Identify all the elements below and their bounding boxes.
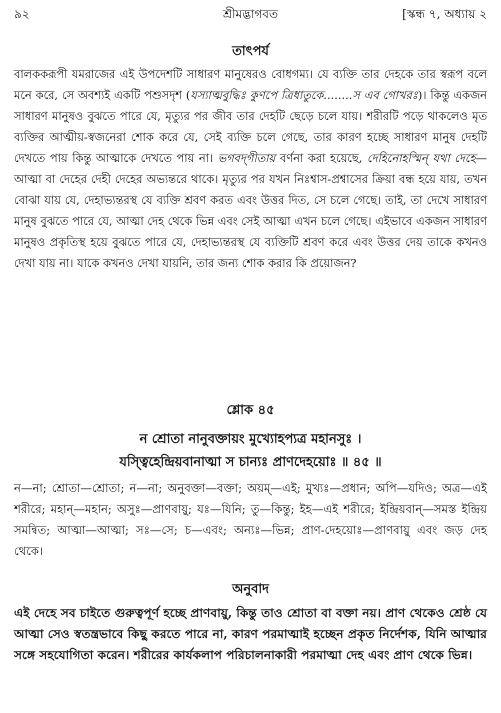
chapter-reference: [স্কন্ধ ৭, অধ্যায় ২ (402, 7, 487, 21)
purport-quote-2: দেহিনোহস্মিন্ যথা দেহে (367, 151, 476, 165)
verse-heading: শ্লোক ৪৫ (226, 403, 275, 418)
verse-line-2: যস্ত্বিহেন্দ্রিয়বানাত্মা স চান্যঃ প্রাণদেহয়োঃ ॥ ৪৫ ॥ (119, 455, 382, 470)
purport-heading: তাৎপর্য (232, 44, 269, 59)
verse-line-1: ন শ্রোতা নানুবক্তায়ং মুখ্যোহপ্যত্র মহানসুঃ । (139, 432, 362, 447)
gita-reference: ভগবদ্‌গীতায় (217, 151, 276, 165)
translation-heading: অনুবাদ (232, 582, 269, 597)
translation-paragraph: এই দেহে সব চাইতে গুরুত্বপূর্ণ হচ্ছে প্রাণবায়ু, কিন্তু তাও শ্রোতা বা বক্তা নয়। প্রাণ থেকেও শ্রেষ্ঠ যে আত্মা সেও স্বতন্ত্রভাবে কিছু করতে পারে না, কারণ পরমাত্মাই হচ্ছেন প্রকৃত নির্দেশক, যিনি আত্মার সঙ্গে সহযোগিতা করেন। শরীরের কার্যকলাপ পরিচালনাকারী পরমাত্মা দেহ এবং প্রাণ থেকে ভিন্ন। (14, 606, 487, 662)
purport-text-b: )। কিন্তু একজন সাধারণ মানুষও বুঝতে পারে যে, মৃত্যুর পর জীব তার দেহটি ছেড়ে চলে যায়। শরীরটি পড়ে থাকলেও মৃত ব্যক্তির আত্মীয়-স্বজনেরা শোক করে যে, সেই ব্যক্তি চলে গেছে, তার কারণ হচ্ছে সাধারণ মানুষ দেহটি দেখতে পায় কিন্তু আত্মাকে দেখতে পায় না। (14, 88, 487, 165)
purport-text-c: বর্ণনা করা হয়েছে, (275, 151, 368, 165)
purport-text-a: বালককরূপী যমরাজের এই উপদেশটি সাধারণ মানুষেরও বোধগম্য। যে ব্যক্তি তার দেহকে তার স্বরূপ বলে মনে করে, সে অবশ্যই একটি পশুসদৃশ ( (14, 67, 487, 102)
purport-quote-1: যস্যাত্মবুদ্ধিঃ কুণপে ত্রিধাতুকে........স এব গোখরঃ (190, 88, 418, 102)
synonyms-paragraph: ন—না; শ্রোতা—শ্রোতা; ন—না; অনুবক্তা—বক্তা; অয়ম্—এই; মুখ্যঃ—প্রধান; অপি—যদিও; অত্র—এই শরীরে; মহান্—মহান; অসুঃ—প্রাণবায়ু; যঃ—যিনি; তু—কিন্তু; ইহ—এই শরীরে; ইন্দ্রিয়বান্—সমস্ত ইন্দ্রিয় সমন্বিত; আত্মা—আত্মা; সঃ—সে; চ—এবং; অন্যঃ—ভিন্ন; প্রাণ-দেহয়োঃ—প্রাণবায়ু এবং জড় দেহ থেকে। (14, 481, 487, 558)
purport-paragraph (14, 64, 487, 274)
book-title: শ্রীমদ্ভাগবত (222, 7, 278, 21)
page-number: ৯২ (14, 7, 30, 21)
purport-text-d: —আত্মা বা দেহের দেহী দেহের অভ্যন্তরে থাকে। মৃত্যুর পর যখন নিঃশ্বাস-প্রশ্বাসের ক্রিয়া বন্ধ হয়ে যায়, তখন বোঝা যায় যে, দেহাভ্যন্তরস্থ যে ব্যক্তি শ্রবণ করত এবং উত্তর দিত, সে চলে গেছে। তাই, তা দেখে সাধারণ মানুষ বুঝতে পারে যে, আত্মা দেহ থেকে ভিন্ন এবং সেই আত্মা এখন চলে গেছে। এইভাবে একজন সাধারণ মানুষও প্রকৃতিস্থ হয়ে বুঝতে পারে যে, দেহাভ্যন্তরস্থ যে ব্যক্তিটি শ্রবণ করে এবং উত্তর দেয় তাকে কখনও দেখা যায় না। যাকে কখনও দেখা যায়নি, তার জন্য শোক করার কি প্রয়োজন? (14, 151, 487, 270)
page-header (14, 4, 487, 24)
